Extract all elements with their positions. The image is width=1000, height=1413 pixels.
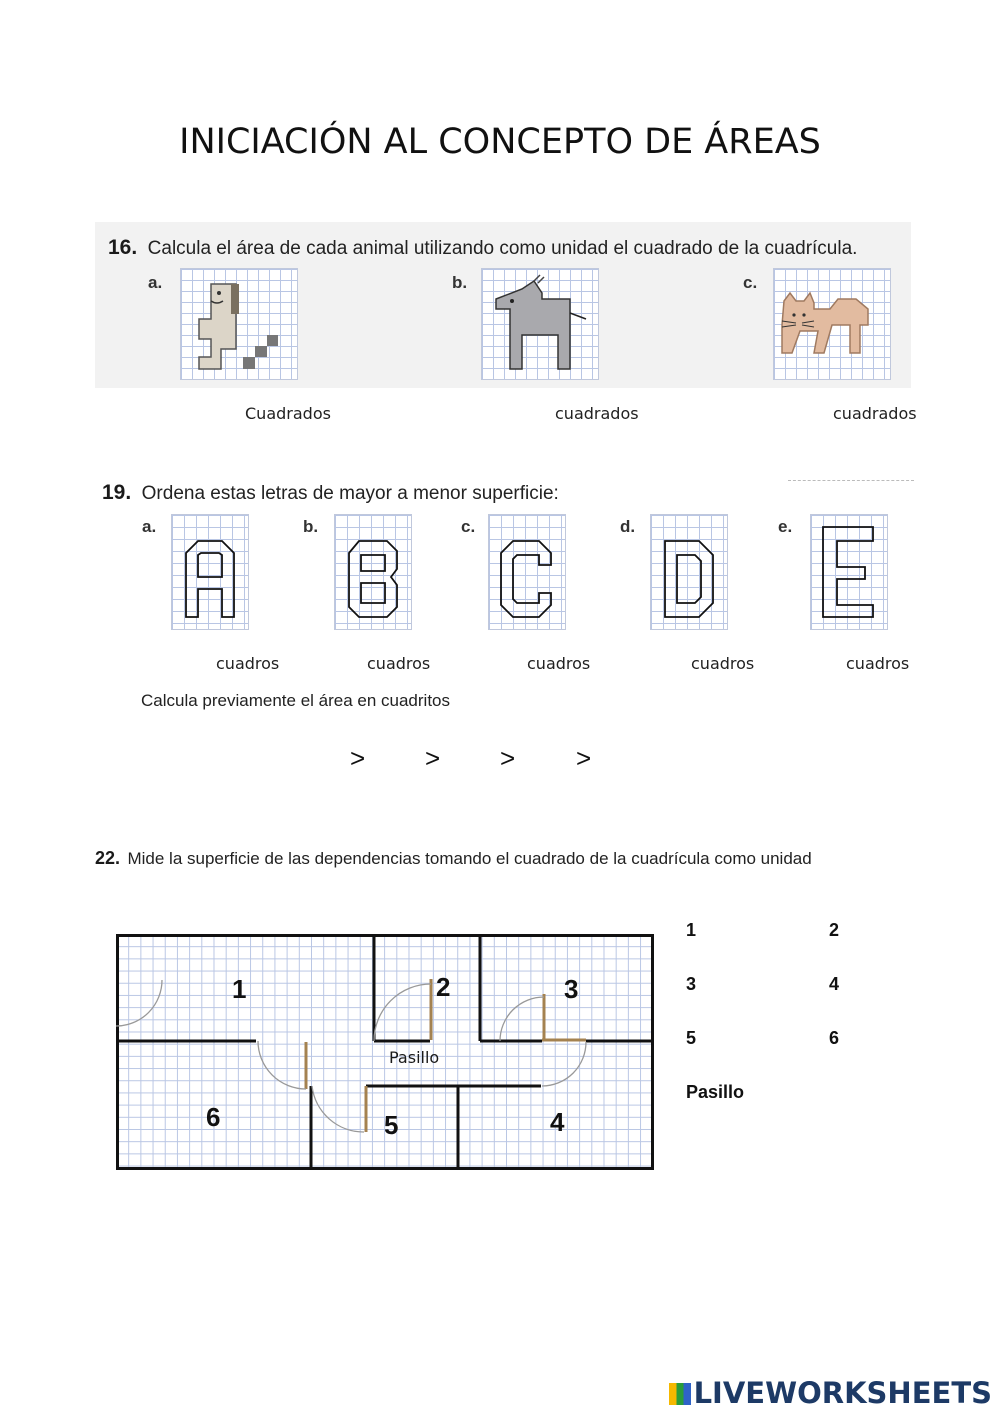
letter-e-shape (811, 515, 887, 629)
room-4-label: 4 (550, 1107, 565, 1137)
room-3-label: 3 (564, 974, 579, 1004)
q19-text: Ordena estas letras de mayor a menor superficie: (141, 483, 559, 504)
liveworksheets-brand (669, 1376, 992, 1410)
greater-than-2: > (425, 743, 441, 773)
q19-d-grid (650, 514, 728, 630)
q16-a-grid (180, 268, 298, 380)
letter-d-shape (651, 515, 727, 629)
q22-text: Mide la superficie de las dependencias tomando el cuadrado de la cuadrícula como unidad (127, 849, 812, 868)
q16-b-grid (481, 268, 599, 380)
q16-b-answer-unit: cuadrados (555, 404, 639, 423)
q22-number: 22. (95, 848, 121, 868)
q19-e-grid (810, 514, 888, 630)
answer-2-label: 2 (829, 920, 840, 940)
page-title: INICIACIÓN AL CONCEPTO DE ÁREAS (179, 122, 821, 162)
greater-than-1: > (350, 743, 366, 773)
q19-hint: Calcula previamente el área en cuadritos (141, 691, 451, 710)
q16-text: Calcula el área de cada animal utilizando como unidad el cuadrado de la cuadrícula. (147, 238, 858, 259)
answer-3-label: 3 (686, 974, 697, 994)
q19-c-answer-unit: cuadros (527, 654, 591, 673)
q16-a-answer-unit: Cuadrados (245, 404, 331, 423)
answer-1-label: 1 (686, 920, 697, 940)
q19-b-grid (334, 514, 412, 630)
q19-a-grid (171, 514, 249, 630)
answer-6-label: 6 (829, 1028, 840, 1048)
q19-c-grid (488, 514, 566, 630)
room-6-label: 6 (206, 1102, 221, 1132)
q19-b-label: b. (303, 517, 319, 536)
room-5-label: 5 (384, 1110, 399, 1140)
greater-than-3: > (500, 743, 516, 773)
q19-e-answer-unit: cuadros (846, 654, 910, 673)
q19-number: 19. (102, 481, 132, 504)
q19-a-answer-unit: cuadros (216, 654, 280, 673)
q19-header (102, 481, 559, 505)
letter-b-shape (335, 515, 411, 629)
answer-5-label: 5 (686, 1028, 697, 1048)
q19-b-answer-unit: cuadros (367, 654, 431, 673)
q16-c-label: c. (743, 273, 758, 292)
liveworksheets-logo-icon (669, 1383, 691, 1405)
corridor-label: Pasillo (389, 1048, 440, 1067)
room-1-label: 1 (232, 974, 247, 1004)
q19-faint-line (788, 480, 914, 481)
q16-number: 16. (108, 236, 138, 259)
answer-4-label: 4 (829, 974, 840, 994)
q16-c-answer-unit: cuadrados (833, 404, 917, 423)
q16-header (108, 236, 857, 260)
dog-figure (181, 269, 297, 379)
letter-c-shape (489, 515, 565, 629)
cat-figure (774, 269, 890, 379)
q19-c-label: c. (461, 517, 476, 536)
brand-text: LIVEWORKSHEETS (693, 1376, 992, 1410)
q22-header (95, 848, 812, 869)
floor-plan (116, 934, 654, 1170)
q19-d-answer-unit: cuadros (691, 654, 755, 673)
letter-a-shape (172, 515, 248, 629)
q19-a-label: a. (142, 517, 157, 536)
greater-than-4: > (576, 743, 592, 773)
q16-a-label: a. (148, 273, 163, 292)
answer-corridor-label: Pasillo (686, 1082, 745, 1102)
q19-d-label: d. (620, 517, 636, 536)
q16-b-label: b. (452, 273, 468, 292)
horse-figure (482, 269, 598, 379)
room-2-label: 2 (436, 972, 451, 1002)
q19-e-label: e. (778, 517, 793, 536)
q16-c-grid (773, 268, 891, 380)
dog-ear (231, 284, 239, 314)
